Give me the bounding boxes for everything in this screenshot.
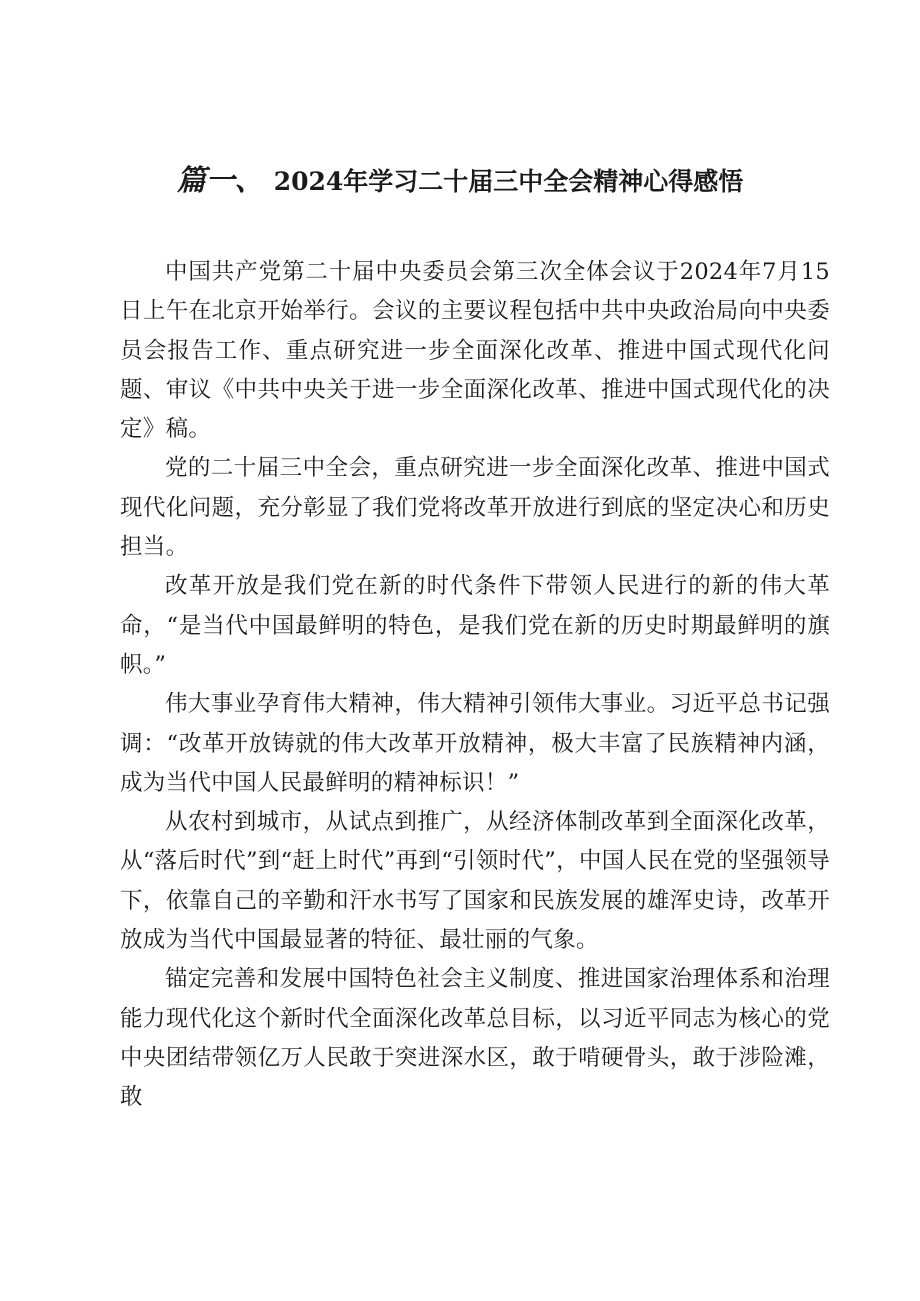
paragraph-1: 中国共产党第二十届中央委员会第三次全体会议于2024年7月15日上午在北京开始举行。会议的主要议程包括中共中央政治局向中央委员会报告工作、重点研究进一步全面深化改革、推进中国式现代化问题、审议《中共中央关于进一步全面深化改革、推进中国式现代化的决定》稿。 bbox=[120, 259, 830, 443]
document-body bbox=[120, 253, 830, 1118]
paragraph-2: 党的二十届三中全会，重点研究进一步全面深化改革、推进中国式现代化问题，充分彰显了我们党将改革开放进行到底的坚定决心和历史担当。 bbox=[120, 455, 830, 561]
title-main: 2024年学习二十届三中全会精神心得感悟 bbox=[273, 167, 744, 196]
paragraph-5: 从农村到城市，从试点到推广，从经济体制改革到全面深化改革，从“落后时代”到“赶上时代”再到“引领时代”，中国人民在党的坚强领导下，依靠自己的辛勤和汗水书写了国家和民族发展的雄浑史诗，改革开放成为当代中国最显著的特征、最壮丽的气象。 bbox=[120, 809, 830, 954]
paragraph-4: 伟大事业孕育伟大精神，伟大精神引领伟大事业。习近平总书记强调：“改革开放铸就的伟大改革开放精神，极大丰富了民族精神内涵，成为当代中国人民最鲜明的精神标识！” bbox=[120, 691, 830, 796]
paragraph-3: 改革开放是我们党在新的时代条件下带领人民进行的新的伟大革命，“是当代中国最鲜明的特色，是我们党在新的历史时期最鲜明的旗帜。” bbox=[120, 573, 830, 678]
title-prefix: 篇一、 bbox=[176, 163, 264, 197]
document-title bbox=[0, 160, 920, 202]
paragraph-6: 锚定完善和发展中国特色社会主义制度、推进国家治理体系和治理能力现代化这个新时代全面深化改革总目标，以习近平同志为核心的党中央团结带领亿万人民敢于突进深水区，敢于啃硬骨头，敢于涉险滩，敢 bbox=[120, 966, 830, 1111]
